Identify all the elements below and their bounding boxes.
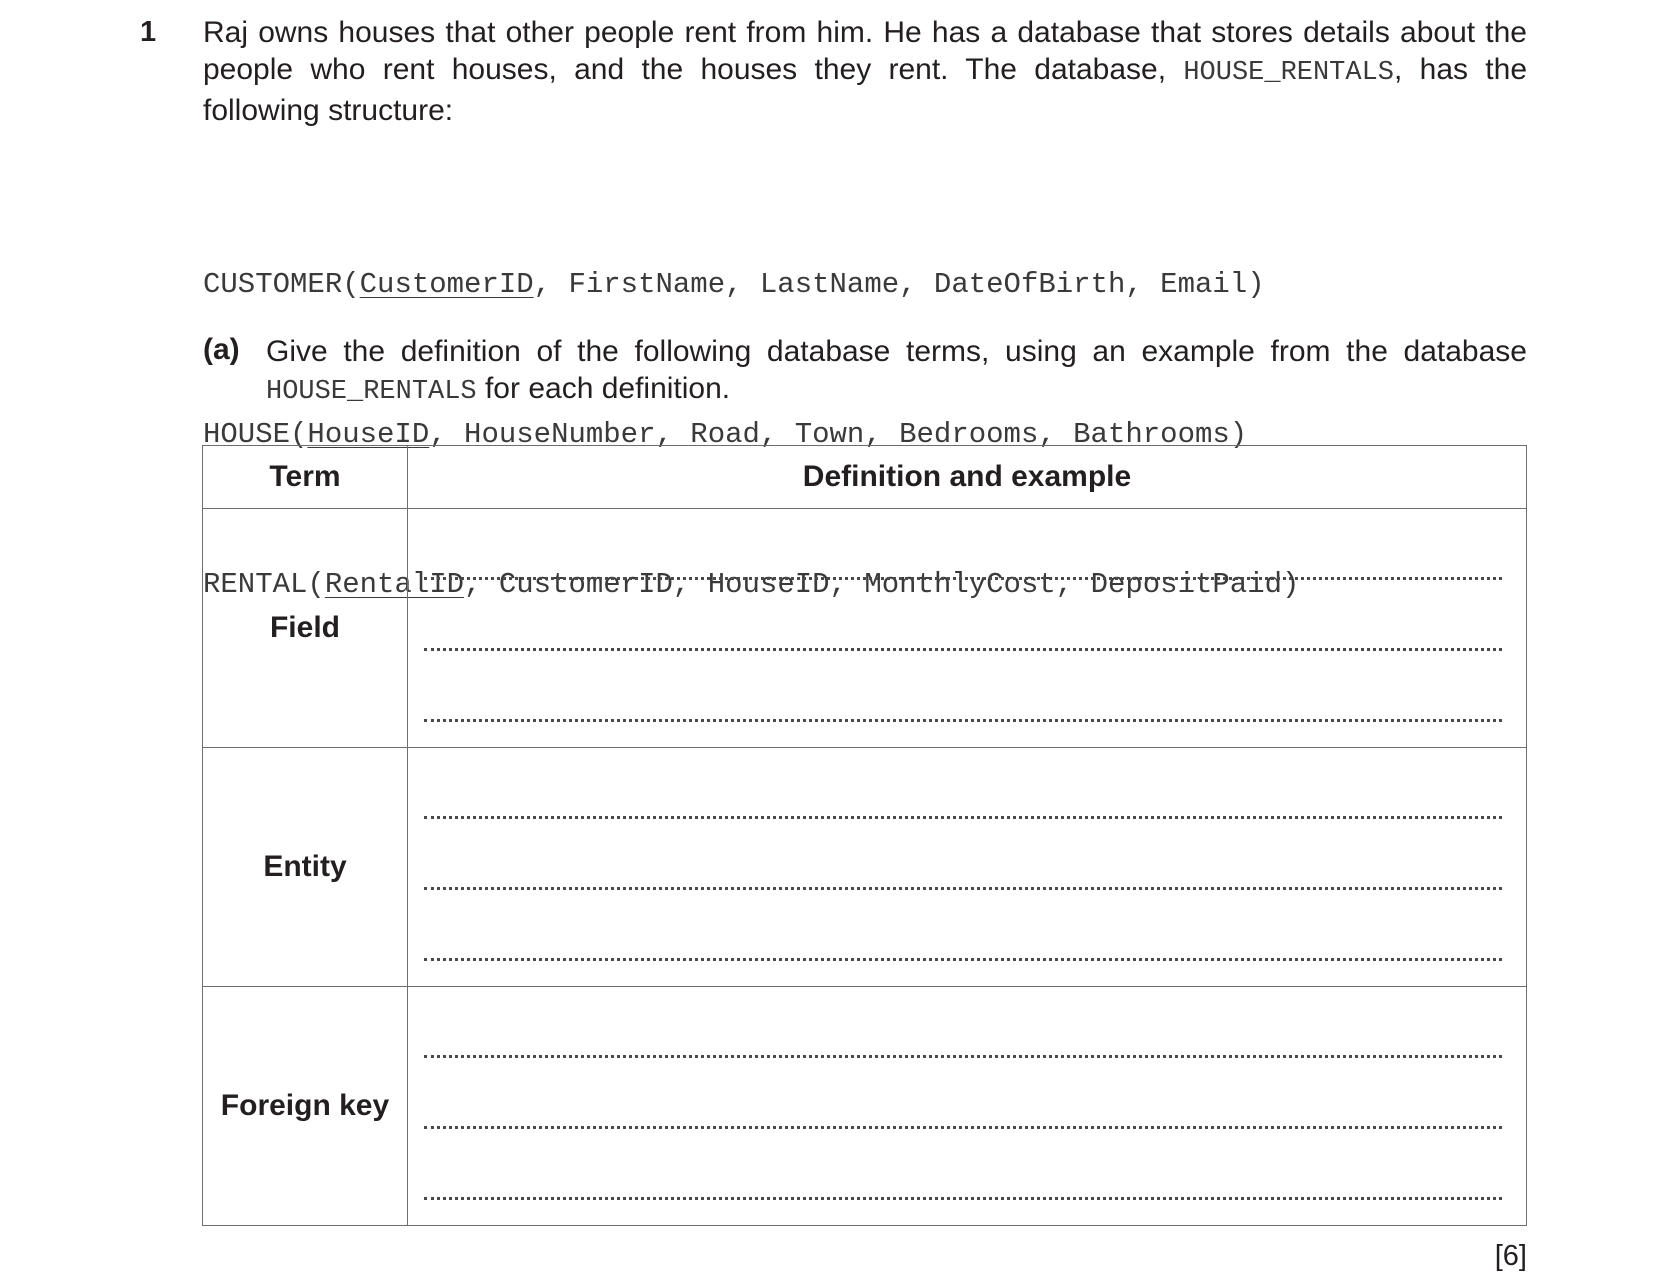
term-field: Field	[203, 509, 408, 748]
answer-line	[424, 816, 1502, 819]
schema-table-name: CUSTOMER	[203, 268, 343, 301]
schema-line-customer: CUSTOMER(CustomerID, FirstName, LastName, DateOfBirth, Email)	[203, 268, 1265, 301]
schema-primary-key: HouseID	[307, 418, 430, 451]
part-a-text-start: Give the definition of the following database terms, using an example from the database	[266, 335, 1527, 368]
answer-area-entity[interactable]	[408, 748, 1527, 987]
table-header-row	[203, 446, 1527, 509]
terms-table	[202, 445, 1527, 1226]
schema-table-name: RENTAL	[203, 568, 308, 601]
part-a-text	[266, 333, 1527, 411]
table-row	[203, 987, 1527, 1226]
answer-line	[424, 1126, 1502, 1129]
question-intro	[203, 14, 1527, 129]
schema-table-name: HOUSE	[203, 418, 291, 451]
answer-lines	[408, 509, 1526, 747]
answer-line	[424, 1055, 1502, 1058]
question-number: 1	[140, 16, 157, 48]
answer-area-foreign-key[interactable]	[408, 987, 1527, 1226]
schema-line-house: HOUSE(HouseID, HouseNumber, Road, Town, Bedrooms, Bathrooms)	[203, 418, 1248, 451]
part-a-label: (a)	[203, 333, 240, 366]
part-a-database-name: HOUSE_RENTALS	[266, 377, 477, 407]
answer-line	[424, 648, 1502, 651]
schema-fields: , CustomerID, HouseID, MonthlyCost, DepositPaid)	[464, 568, 1300, 601]
intro-text-end: , has the following structure:	[203, 53, 1528, 127]
answer-lines	[408, 987, 1526, 1225]
intro-text-start: Raj owns houses that other people rent from him. He has a database that stores details about the people who rent houses, and the houses they rent. The database,	[203, 16, 1527, 86]
part-a-text-end: for each definition.	[476, 372, 731, 405]
header-definition: Definition and example	[408, 446, 1527, 509]
answer-area-field[interactable]	[408, 509, 1527, 748]
schema-line-rental: RENTAL(RentalID, CustomerID, HouseID, MonthlyCost, DepositPaid)	[203, 568, 1300, 601]
schema-primary-key: CustomerID	[359, 268, 534, 301]
answer-line	[424, 887, 1502, 890]
answer-lines	[408, 748, 1526, 986]
answer-line	[424, 719, 1502, 722]
term-foreign-key: Foreign key	[203, 987, 408, 1226]
schema-fields: , FirstName, LastName, DateOfBirth, Email)	[533, 268, 1265, 301]
marks-allocation: [6]	[1494, 1240, 1527, 1272]
table-row	[203, 509, 1527, 748]
answer-line	[424, 958, 1502, 961]
header-term: Term	[203, 446, 408, 509]
schema-fields: , HouseNumber, Road, Town, Bedrooms, Bathrooms)	[429, 418, 1248, 451]
term-entity: Entity	[203, 748, 408, 987]
answer-line	[424, 577, 1502, 580]
database-name: HOUSE_RENTALS	[1183, 58, 1394, 88]
answer-line	[424, 1197, 1502, 1200]
table-row	[203, 748, 1527, 987]
schema-primary-key: RentalID	[324, 568, 465, 601]
